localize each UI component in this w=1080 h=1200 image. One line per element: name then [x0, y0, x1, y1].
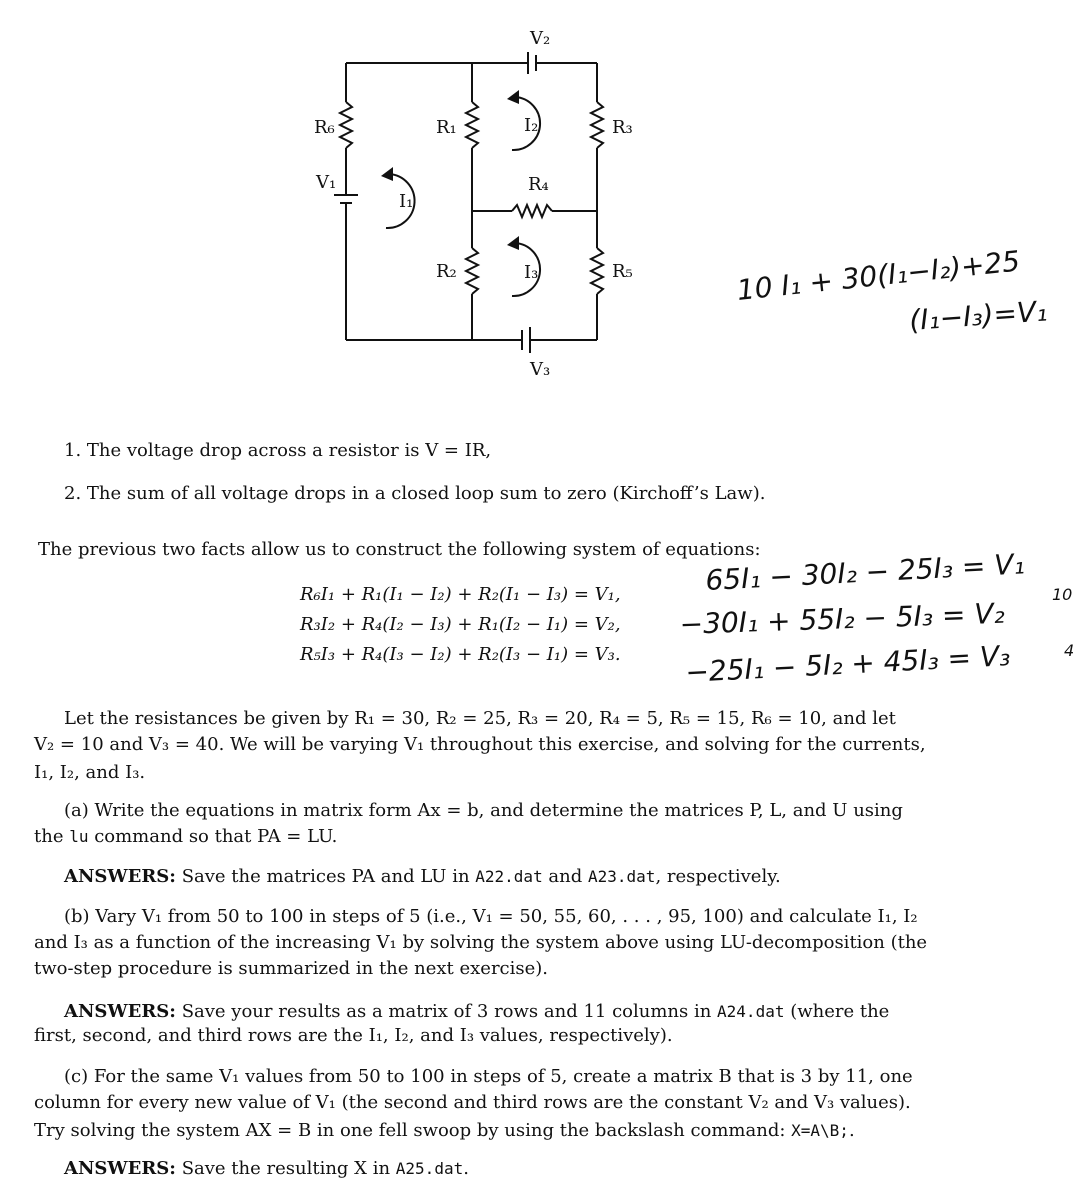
file-a22: A22.dat	[475, 867, 543, 886]
part-c-line-1: (c) For the same V₁ values from 50 to 100 in steps of 5, create a matrix B that is 3 by 11, one	[64, 1066, 913, 1087]
part-b-line-1: (b) Vary V₁ from 50 to 100 in steps of 5 (i.e., V₁ = 50, 55, 60, . . . , 95, 100) and calculate I₁, I₂	[64, 906, 918, 927]
fact-item-1: 1. The voltage drop across a resistor is V = IR,	[64, 440, 492, 461]
given-line-2: V₂ = 10 and V₃ = 40. We will be varying V₁ throughout this exercise, and solving for the currents,	[34, 734, 926, 755]
given-line-3: I₁, I₂, and I₃.	[34, 762, 146, 783]
handwritten-note-line2: (I₁−I₃)=V₁	[908, 294, 1049, 337]
part-b-answers: ANSWERS: Save your results as a matrix of 3 rows and 11 columns in A24.dat (where the	[64, 1001, 890, 1022]
label-r2: R₂	[436, 261, 457, 282]
part-a-line-2: the lu command so that PA = LU.	[34, 826, 338, 847]
answers-label: ANSWERS:	[64, 1158, 176, 1179]
part-c-line-2: column for every new value of V₁ (the second and third rows are the constant V₂ and V₃ values).	[34, 1092, 911, 1113]
file-a23: A23.dat	[588, 867, 656, 886]
handwritten-note-line1: 10 I₁ + 30(I₁−I₂)+25	[735, 244, 1022, 307]
label-v1: V₁	[316, 172, 337, 193]
label-i1: I₁	[399, 191, 414, 212]
part-c-line-3: Try solving the system AX = B in one fell swoop by using the backslash command: X=A\B;.	[34, 1120, 855, 1141]
part-b-line-3: two-step procedure is summarized in the next exercise).	[34, 958, 549, 979]
file-a25: A25.dat	[395, 1159, 464, 1178]
answers-label: ANSWERS:	[64, 1001, 176, 1022]
handwritten-eq2: −30I₁ + 55I₂ − 5I₃ = V₂	[679, 596, 1006, 641]
label-r6: R₆	[314, 117, 335, 138]
label-i3: I₃	[524, 262, 539, 283]
handwritten-eq1: 65I₁ − 30I₂ − 25I₃ = V₁	[704, 547, 1026, 597]
part-a-line-1: (a) Write the equations in matrix form Ax = b, and determine the matrices P, L, and U using	[64, 800, 903, 821]
code-lu: lu	[69, 827, 89, 846]
fact-item-2: 2. The sum of all voltage drops in a closed loop sum to zero (Kirchoff’s Law).	[64, 483, 766, 504]
file-a24: A24.dat	[717, 1002, 785, 1021]
equation-1: R₆I₁ + R₁(I₁ − I₂) + R₂(I₁ − I₃) = V₁,	[300, 584, 621, 605]
label-v2: V₂	[530, 28, 551, 49]
part-a-answers: ANSWERS: Save the matrices PA and LU in A22.dat and A23.dat, respectively.	[64, 866, 781, 887]
answers-label: ANSWERS:	[64, 866, 176, 887]
label-r3: R₃	[612, 117, 633, 138]
label-v3: V₃	[530, 359, 551, 380]
handwritten-margin-1: 10	[1052, 585, 1073, 604]
given-line-1: Let the resistances be given by R₁ = 30, R₂ = 25, R₃ = 20, R₄ = 5, R₅ = 15, R₆ = 10, and let	[64, 708, 896, 729]
intro-paragraph: The previous two facts allow us to construct the following system of equations:	[38, 539, 761, 560]
part-b-answers-line-2: first, second, and third rows are the I₁, I₂, and I₃ values, respectively).	[34, 1025, 673, 1046]
handwritten-margin-2: 4	[1064, 641, 1075, 660]
equation-system	[300, 580, 621, 670]
label-r4: R₄	[528, 174, 549, 195]
label-r1: R₁	[436, 117, 457, 138]
label-i2: I₂	[524, 115, 539, 136]
equation-2: R₃I₂ + R₄(I₂ − I₃) + R₁(I₂ − I₁) = V₂,	[300, 614, 621, 635]
part-b-line-2: and I₃ as a function of the increasing V₁ by solving the system above using LU-decomposition (the	[34, 932, 928, 953]
handwritten-eq3: −25I₁ − 5I₂ + 45I₃ = V₃	[684, 639, 1012, 689]
part-c-answers: ANSWERS: Save the resulting X in A25.dat.	[64, 1158, 469, 1179]
equation-3: R₅I₃ + R₄(I₃ − I₂) + R₂(I₃ − I₁) = V₃.	[300, 644, 621, 665]
code-backslash: X=A\B;	[791, 1121, 849, 1140]
label-r5: R₅	[612, 261, 633, 282]
